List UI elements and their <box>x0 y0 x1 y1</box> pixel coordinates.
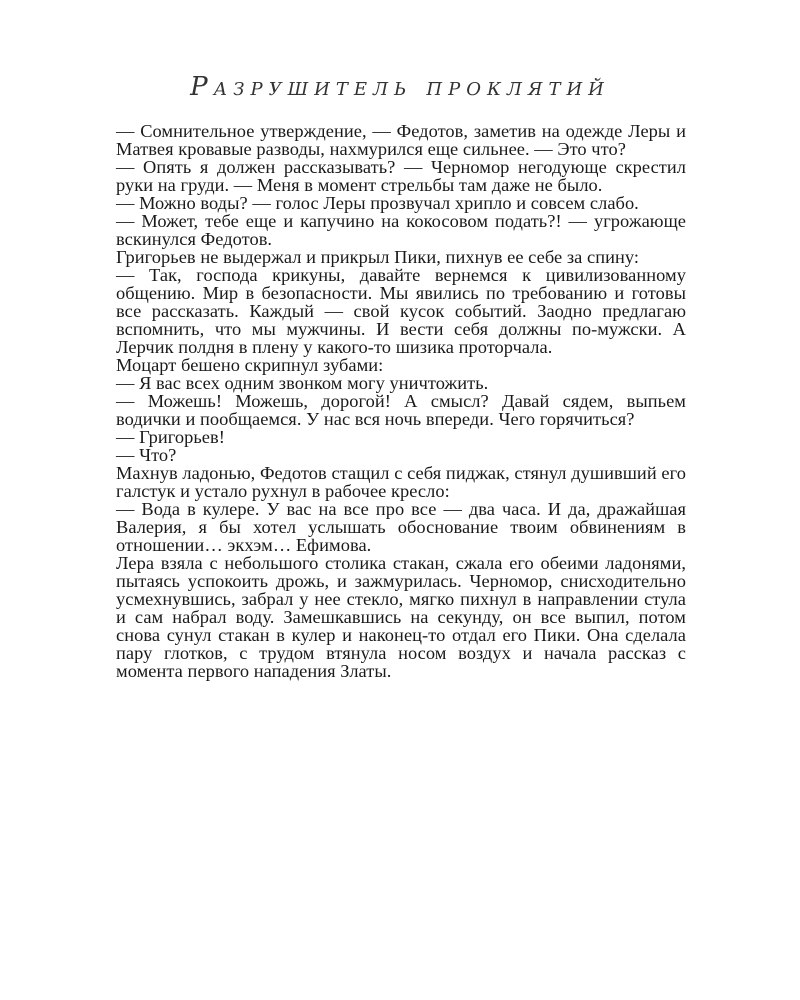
paragraph: — Я вас всех одним звонком могу уничтожить. <box>116 373 489 393</box>
paragraph: — Григорьев! <box>116 427 225 447</box>
paragraph: Моцарт бешено скрипнул зубами: <box>116 355 384 375</box>
running-head: Разрушитель проклятий <box>190 72 610 102</box>
paragraph: — Сомнительное утверждение, — Федотов, заметив на одежде Леры и Матвея кровавые разводы, нахмурился еще сильнее. — Это что? <box>116 121 686 159</box>
paragraph: Лера взяла с небольшого столика стакан, сжала его обеими ладонями, пытаясь успокоить дрожь, и зажмурилась. Черномор, снисходительно усмехнувшись, забрал у нее стекло, мягко пихнул в направлении стула и сам набрал воду. Замешкавшись на секунду, он все выпил, потом снова сунул стакан в кулер и наконец-то отдал его Пики. Она сделала пару глотков, с трудом втянула носом воздух и начала рассказ с момента первого нападения Златы. <box>116 553 686 681</box>
body-text <box>116 122 686 680</box>
paragraph: — Можешь! Можешь, дорогой! А смысл? Давай сядем, выпьем водички и пообщаемся. У нас вся ночь впереди. Чего горячиться? <box>116 391 686 429</box>
paragraph: Махнув ладонью, Федотов стащил с себя пиджак, стянул душивший его галстук и устало рухнул в рабочее кресло: <box>116 463 686 501</box>
paragraph: — Вода в кулере. У вас на все про все — два часа. И да, дражайшая Валерия, я бы хотел услышать обоснование твоим обвинениям в отношении… экхэм… Ефимова. <box>116 499 686 555</box>
paragraph: — Опять я должен рассказывать? — Черномор негодующе скрестил руки на груди. — Меня в момент стрельбы там даже не было. <box>116 157 686 195</box>
paragraph: — Можно воды? — голос Леры прозвучал хрипло и совсем слабо. <box>116 193 639 213</box>
paragraph: Григорьев не выдержал и прикрыл Пики, пихнув ее себе за спину: <box>116 247 640 267</box>
paragraph: — Что? <box>116 445 177 465</box>
paragraph: — Может, тебе еще и капучино на кокосовом подать?! — угрожающе вскинулся Федотов. <box>116 211 686 249</box>
paragraph: — Так, господа крикуны, давайте вернемся к цивилизованному общению. Мир в безопасности. Мы явились по требованию и готовы все рассказать. Каждый — свой кусок событий. Заодно предлагаю вспомнить, что мы мужчины. И вести себя должны по-мужски. А Лерчик полдня в плену у какого-то шизика проторчала. <box>116 265 686 357</box>
